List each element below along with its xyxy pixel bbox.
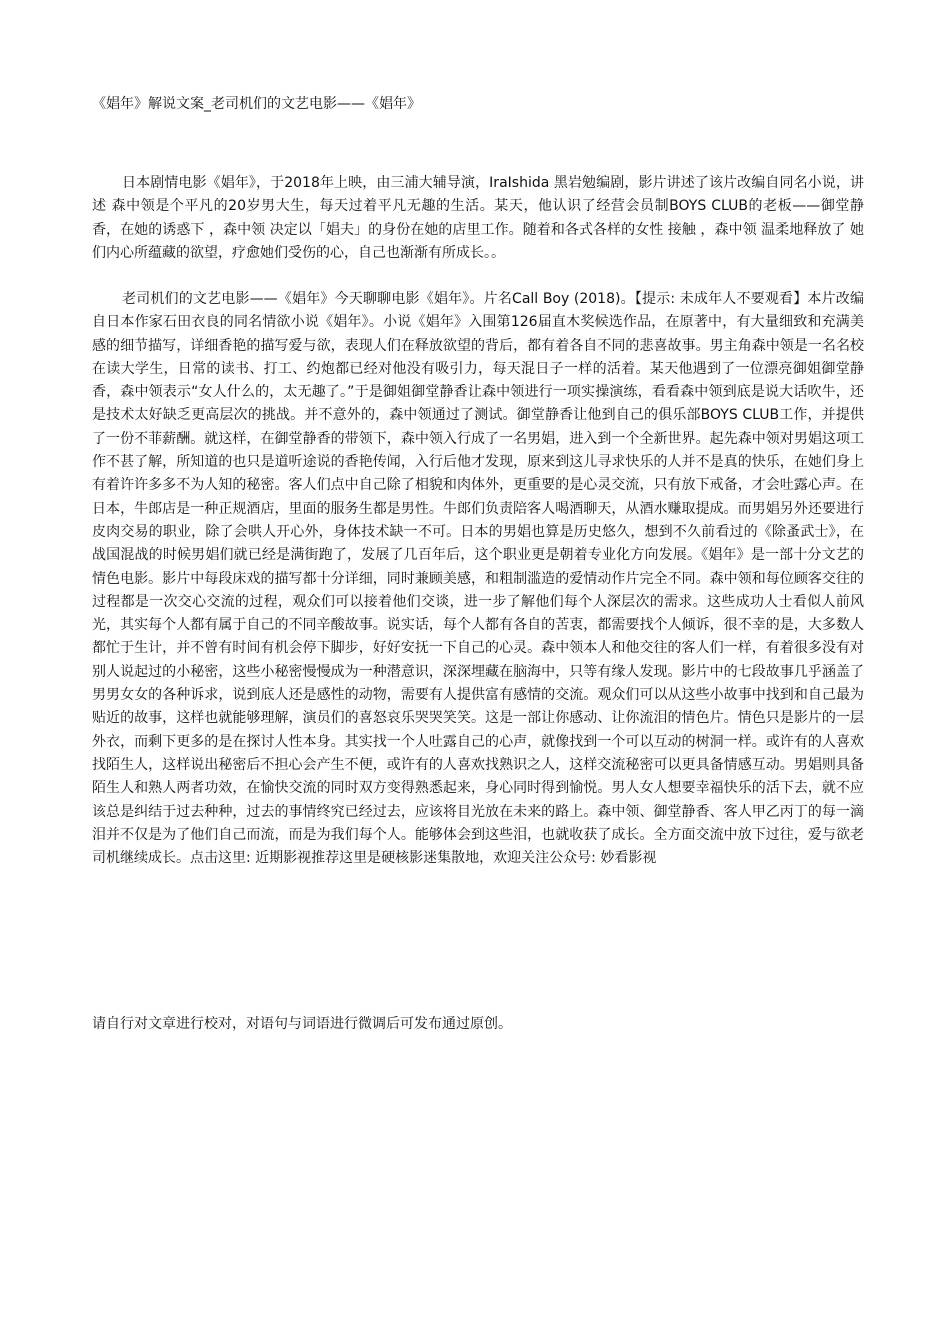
paragraph-synopsis: 日本剧情电影《娼年》，于2018年上映，由三浦大辅导演，IraIshida 黑岩勉编剧，影片讲述了该片改编自同名小说，讲述 森中领是个平凡的20岁男大生，每天过着平凡无趣的生活。某天，他认识了经营会员制BOYS CLUB的老板——御堂静香，在她的诱惑下 ，森中领 决定以「娼夫」的身份在她的店里工作。随着和各式各样的女性 接触 ，森中领 温柔地释放了 她们内心所蕴藏的欲望，疗愈她们受伤的心，自己也渐渐有所成长。。 xyxy=(92,175,864,261)
proofreading-note: 请自行对文章进行校对，对语句与词语进行微调后可发布通过原创。 xyxy=(92,1016,512,1032)
document-title: 《娼年》解说文案_老司机们的文艺电影——《娼年》 xyxy=(92,96,421,112)
paragraph-review: 老司机们的文艺电影——《娼年》今天聊聊电影《娼年》。片名Call Boy (2018)。【提示: 未成年人不要观看】本片改编自日本作家石田衣良的同名情欲小说《娼年》。小说《娼年》入围第126届直木奖候选作品，在原著中，有大量细致和充满美感的细节描写，详细香艳的描写爱与欲，表现人们在释放欲望的背后，都有着各自不同的悲喜故事。男主角森中领是一名名校在读大学生，日常的读书、打工、约炮都已经对他没有吸引力，每天混日子一样的活着。某天他遇到了一位漂亮御姐御堂静香，森中领表示“女人什么的，太无趣了。”于是御姐御堂静香让森中领进行一项实操演练，看看森中领到底是说大话吹牛，还是技术太好缺乏更高层次的挑战。并不意外的，森中领通过了测试。御堂静香让他到自己的俱乐部BOYS CLUB工作，并提供了一份不菲薪酬。就这样，在御堂静香的带领下，森中领入行成了一名男娼，进入到一个全新世界。起先森中领对男娼这项工作不甚了解，所知道的也只是道听途说的香艳传闻，入行后他才发现，原来到这儿寻求快乐的人并不是真的快乐，在她们身上有着许许多多不为人知的秘密。客人们点中自己除了相貌和肉体外，更重要的是心灵交流，只有放下戒备，才会吐露心声。在日本，牛郎店是一种正规酒店，里面的服务生都是男性。牛郎们负责陪客人喝酒聊天，从酒水赚取提成。而男娼另外还要进行皮肉交易的职业，除了会哄人开心外，身体技术缺一不可。日本的男娼也算是历史悠久，想到不久前看过的《除蚤武士》，在战国混战的时候男娼们就已经是满街跑了，发展了几百年后，这个职业更是朝着专业化方向发展。《娼年》是一部十分文艺的情色电影。影片中每段床戏的描写都十分详细，同时兼顾美感，和粗制滥造的爱情动作片完全不同。森中领和每位顾客交往的过程都是一次交心交流的过程，观众们可以接着他们交谈，进一步了解他们每个人深层次的需求。这些成功人士看似人前风光，其实每个人都有属于自己的不同辛酸故事。说实话，每个人都有各自的苦衷，都需要找个人倾诉，很不幸的是，大多数人都忙于生计，并不曾有时间有机会停下脚步，好好安抚一下自己的心灵。森中领本人和他交往的客人们一样，有着很多没有对别人说起过的小秘密，这些小秘密慢慢成为一种潜意识，深深埋藏在脑海中，只等有缘人发现。影片中的七段故事几乎涵盖了男男女女的各种诉求，说到底人还是感性的动物，需要有人提供富有感情的交流。观众们可以从这些小故事中找到和自己最为贴近的故事，这样也就能够理解，演员们的喜怒哀乐哭哭笑笑。这是一部让你感动、让你流泪的情色片。情色只是影片的一层外衣，而剩下更多的是在探讨人性本身。其实找一个人吐露自己的心声，就像找到一个可以互动的树洞一样。或许有的人喜欢找陌生人，这样说出秘密后不担心会产生不便，或许有的人喜欢找熟识之人，这样交流秘密可以更具备情感互动。男娼则具备陌生人和熟人两者功效，在愉快交流的同时双方变得熟悉起来，身心同时得到愉悦。男人女人想要幸福快乐的活下去，就不应该总是纠结于过去种种，过去的事情终究已经过去，应该将目光放在未来的路上。森中领、御堂静香、客人甲乙丙丁的每一滴泪并不仅是为了他们自己而流，而是为我们每个人。能够体会到这些泪，也就收获了成长。全方面交流中放下过往，爱与欲老司机继续成长。点击这里: 近期影视推荐这里是硬核影迷集散地，欢迎关注公众号: 妙看影视 xyxy=(92,291,864,867)
